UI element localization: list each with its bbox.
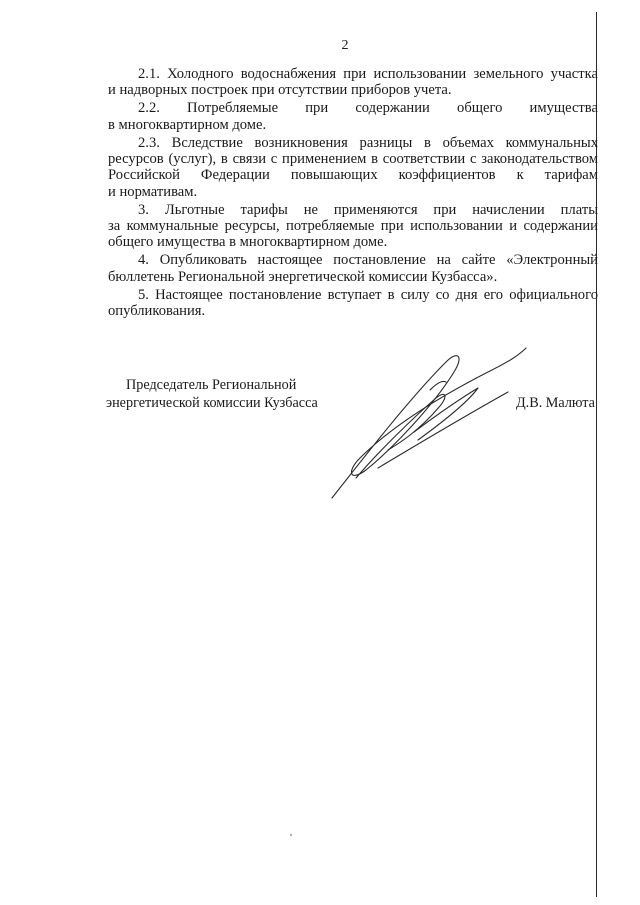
text-line: 5. Настоящее постановление вступает в силу со дня его официального <box>138 286 598 303</box>
text-line: и нормативам. <box>108 183 198 200</box>
text-line: за коммунальные ресурсы, потребляемые при использовании и содержании <box>108 218 598 235</box>
scan-speck <box>290 834 292 836</box>
signatory-title <box>106 376 318 412</box>
text-line: бюллетень Региональной энергетической комиссии Кузбасса». <box>108 268 498 285</box>
text-line: и надворных построек при отсутствии приборов учета. <box>108 82 452 99</box>
text-line: в многоквартирном доме. <box>108 116 267 133</box>
resolution-body-text <box>108 66 598 319</box>
text-line: 4. Опубликовать настоящее постановление на сайте «Электронный <box>138 252 598 269</box>
text-line: общего имущества в многоквартирном доме. <box>108 234 388 251</box>
text-line: 2.3. Вследствие возникновения разницы в объемах коммунальных <box>138 134 598 151</box>
text-line: 2.1. Холодного водоснабжения при использовании земельного участка <box>138 66 598 82</box>
text-line: 2.2. Потребляемые при содержании общего имущества <box>138 100 598 117</box>
page-number: 2 <box>341 38 349 53</box>
text-line: 3. Льготные тарифы не применяются при начислении платы <box>138 201 598 218</box>
signatory-title-line-1: Председатель Региональной <box>126 377 297 393</box>
text-line: Российской Федерации повышающих коэффициентов к тарифам <box>108 167 598 184</box>
signatory-title-line-2: энергетической комиссии Кузбасса <box>106 395 318 411</box>
text-line: опубликования. <box>108 302 206 319</box>
handwritten-signature <box>318 340 538 510</box>
signer-name: Д.В. Малюта <box>516 395 595 411</box>
text-line: ресурсов (услуг), в связи с применением в соответствии с законодательством <box>108 150 598 167</box>
